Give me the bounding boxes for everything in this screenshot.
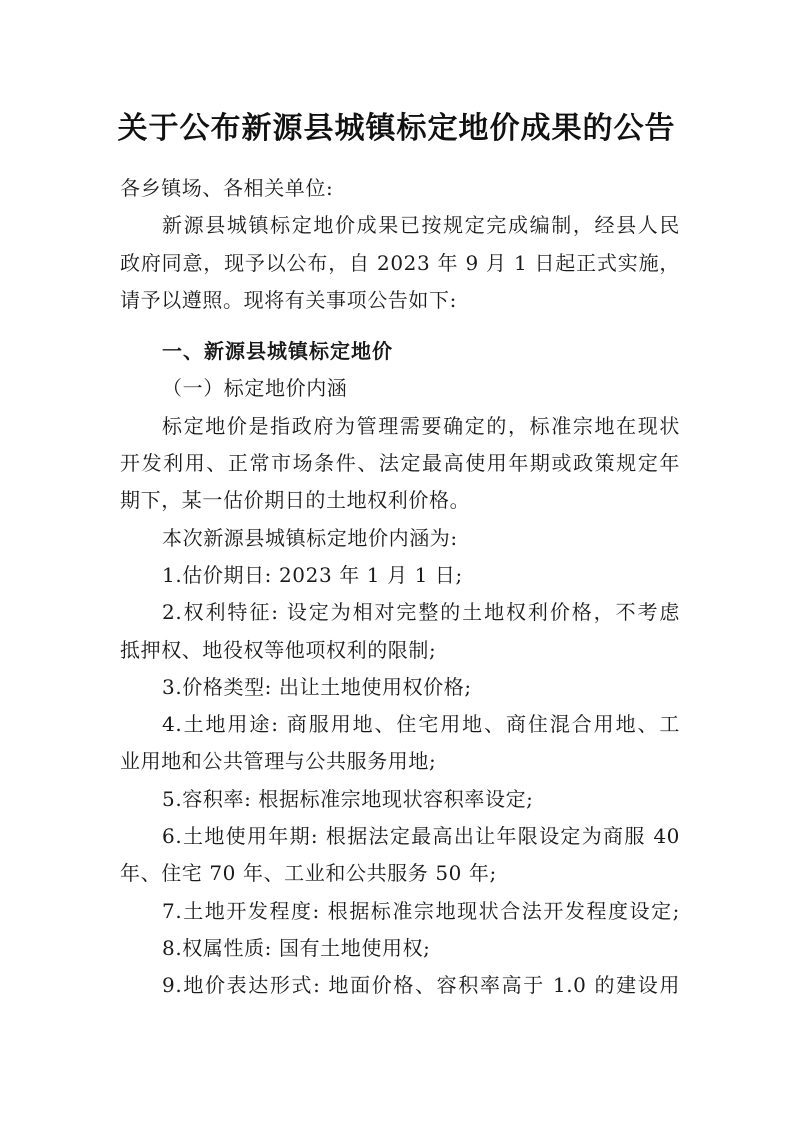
list-item: 1.估价期日: 2023 年 1 月 1 日; (162, 562, 463, 587)
list-item: 9.地价表达形式: 地面价格、容积率高于 1.0 的建设用 (162, 973, 680, 998)
list-item: 7.土地开发程度: 根据标准宗地现状合法开发程度设定; (162, 898, 680, 923)
section-heading: 一、新源县城镇标定地价 (162, 339, 393, 364)
intro-paragraph-line: 请予以遵照。现将有关事项公告如下: (120, 287, 457, 312)
intro-paragraph-line: 政府同意，现予以公布，自 2023 年 9 月 1 日起正式实施， (120, 250, 680, 275)
definition-paragraph-line: 期下，某一估价期日的土地权利价格。 (120, 488, 471, 513)
list-item: 3.价格类型: 出让土地使用权价格; (162, 674, 472, 699)
list-item: 8.权属性质: 国有土地使用权; (162, 935, 431, 960)
list-item: 2.权利特征: 设定为相对完整的土地权利价格，不考虑 (162, 600, 680, 625)
list-item: 4.土地用途: 商服用地、住宅用地、商住混合用地、工 (162, 712, 680, 737)
list-item-continuation: 抵押权、地役权等他项权利的限制; (120, 637, 437, 662)
list-item: 5.容积率: 根据标准宗地现状容积率设定; (162, 786, 534, 811)
list-item-continuation: 年、住宅 70 年、工业和公共服务 50 年; (120, 861, 497, 886)
document-body (120, 170, 680, 1005)
salutation: 各乡镇场、各相关单位: (120, 176, 334, 200)
subsection-heading: （一）标定地价内涵 (162, 376, 348, 401)
list-item: 6.土地使用年期: 根据法定最高出让年限设定为商服 40 (162, 824, 680, 849)
list-item-continuation: 业用地和公共管理与公共服务用地; (120, 749, 437, 774)
connotation-intro: 本次新源县城镇标定地价内涵为: (162, 525, 458, 550)
intro-paragraph-line: 新源县城镇标定地价成果已按规定完成编制，经县人民 (162, 213, 680, 238)
definition-paragraph-line: 开发利用、正常市场条件、法定最高使用年期或政策规定年 (120, 451, 680, 476)
document-title: 关于公布新源县城镇标定地价成果的公告 (117, 111, 676, 146)
definition-paragraph-line: 标定地价是指政府为管理需要确定的，标准宗地在现状 (162, 413, 680, 438)
